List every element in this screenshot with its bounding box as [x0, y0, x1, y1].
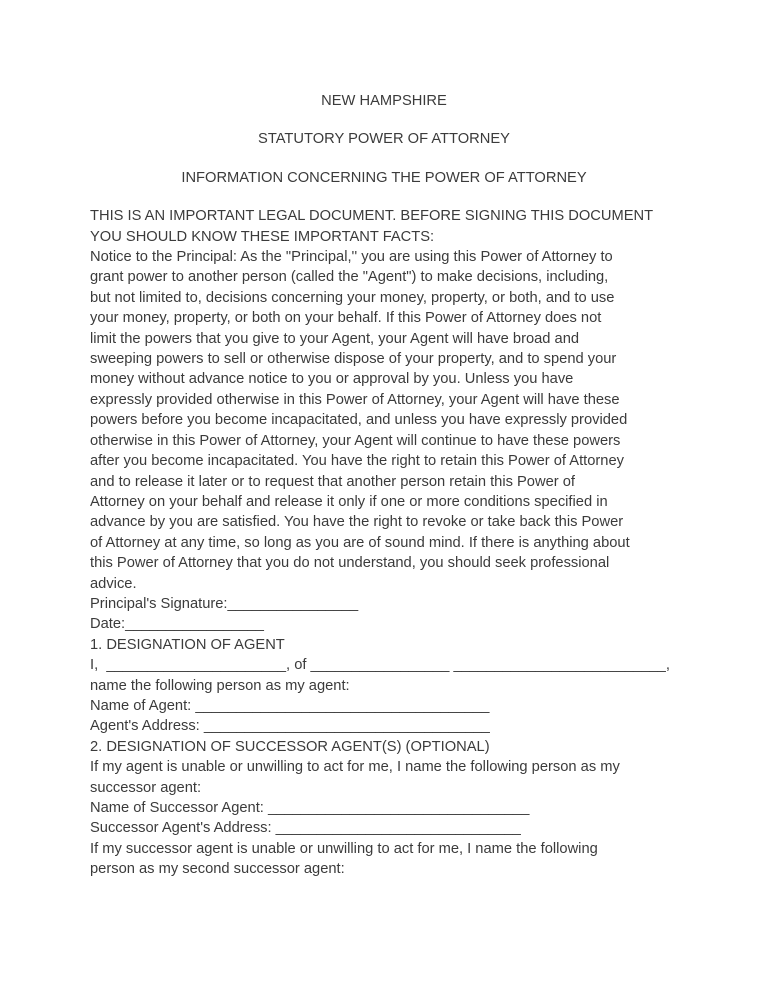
notice-line-12: and to release it later or to request that another person retain this Power of: [90, 473, 575, 490]
notice-line-17: advice.: [90, 575, 137, 592]
successor-name-line: Name of Successor Agent: ________________________________: [90, 800, 530, 816]
agent-name-line: Name of Agent: ____________________________________: [90, 697, 490, 714]
notice-line-16: this Power of Attorney that you do not understand, you should seek professional: [90, 555, 610, 572]
notice-line-11: after you become incapacitated. You have the right to retain this Power of Attorney: [90, 453, 624, 470]
agent-designation-blanks-line: I, ______________________, of _________________ __________________________,: [90, 657, 670, 674]
agent-designation-text-line: name the following person as my agent:: [90, 677, 350, 694]
document-body: [90, 91, 678, 880]
principal-signature-line: Principal's Signature:________________: [90, 595, 359, 612]
notice-line-10: otherwise in this Power of Attorney, your Agent will continue to have these powers: [90, 432, 621, 449]
warning-line-2: YOU SHOULD KNOW THESE IMPORTANT FACTS:: [90, 228, 435, 245]
successor-intro-line-1: If my agent is unable or unwilling to act for me, I name the following person as my: [90, 759, 620, 776]
notice-line-1: Notice to the Principal: As the "Principal,'' you are using this Power of Attorney to: [90, 249, 613, 266]
date-line: Date:_________________: [90, 616, 264, 633]
section-1-heading: 1. DESIGNATION OF AGENT: [90, 636, 285, 653]
title-doc-type: STATUTORY POWER OF ATTORNEY: [258, 131, 510, 148]
agent-address-line: Agent's Address: ___________________________________: [90, 718, 490, 735]
notice-line-14: advance by you are satisfied. You have the right to revoke or take back this Power: [90, 514, 624, 531]
notice-line-15: of Attorney at any time, so long as you are of sound mind. If there is anything about: [90, 534, 630, 551]
notice-line-13: Attorney on your behalf and release it only if one or more conditions specified in: [90, 493, 608, 510]
section-2-heading: 2. DESIGNATION OF SUCCESSOR AGENT(S) (OPTIONAL): [90, 738, 490, 755]
notice-line-5: limit the powers that you give to your Agent, your Agent will have broad and: [90, 330, 580, 347]
notice-line-8: expressly provided otherwise in this Power of Attorney, your Agent will have these: [90, 391, 620, 408]
notice-line-7: money without advance notice to you or approval by you. Unless you have: [90, 371, 574, 388]
title-info-section: INFORMATION CONCERNING THE POWER OF ATTORNEY: [181, 169, 587, 186]
notice-line-4: your money, property, or both on your behalf. If this Power of Attorney does not: [90, 310, 602, 327]
notice-line-2: grant power to another person (called the "Agent") to make decisions, including,: [90, 269, 609, 286]
second-successor-intro-line-2: person as my second successor agent:: [90, 861, 345, 878]
successor-address-line: Successor Agent's Address: ______________________________: [90, 820, 521, 837]
notice-line-9: powers before you become incapacitated, and unless you have expressly provided: [90, 412, 628, 429]
successor-intro-line-2: successor agent:: [90, 779, 202, 796]
notice-line-3: but not limited to, decisions concerning your money, property, or both, and to use: [90, 289, 615, 306]
notice-line-6: sweeping powers to sell or otherwise dispose of your property, and to spend your: [90, 351, 617, 368]
warning-line-1: THIS IS AN IMPORTANT LEGAL DOCUMENT. BEFORE SIGNING THIS DOCUMENT: [90, 208, 654, 225]
second-successor-intro-line-1: If my successor agent is unable or unwilling to act for me, I name the following: [90, 840, 598, 857]
title-state: NEW HAMPSHIRE: [321, 93, 447, 109]
